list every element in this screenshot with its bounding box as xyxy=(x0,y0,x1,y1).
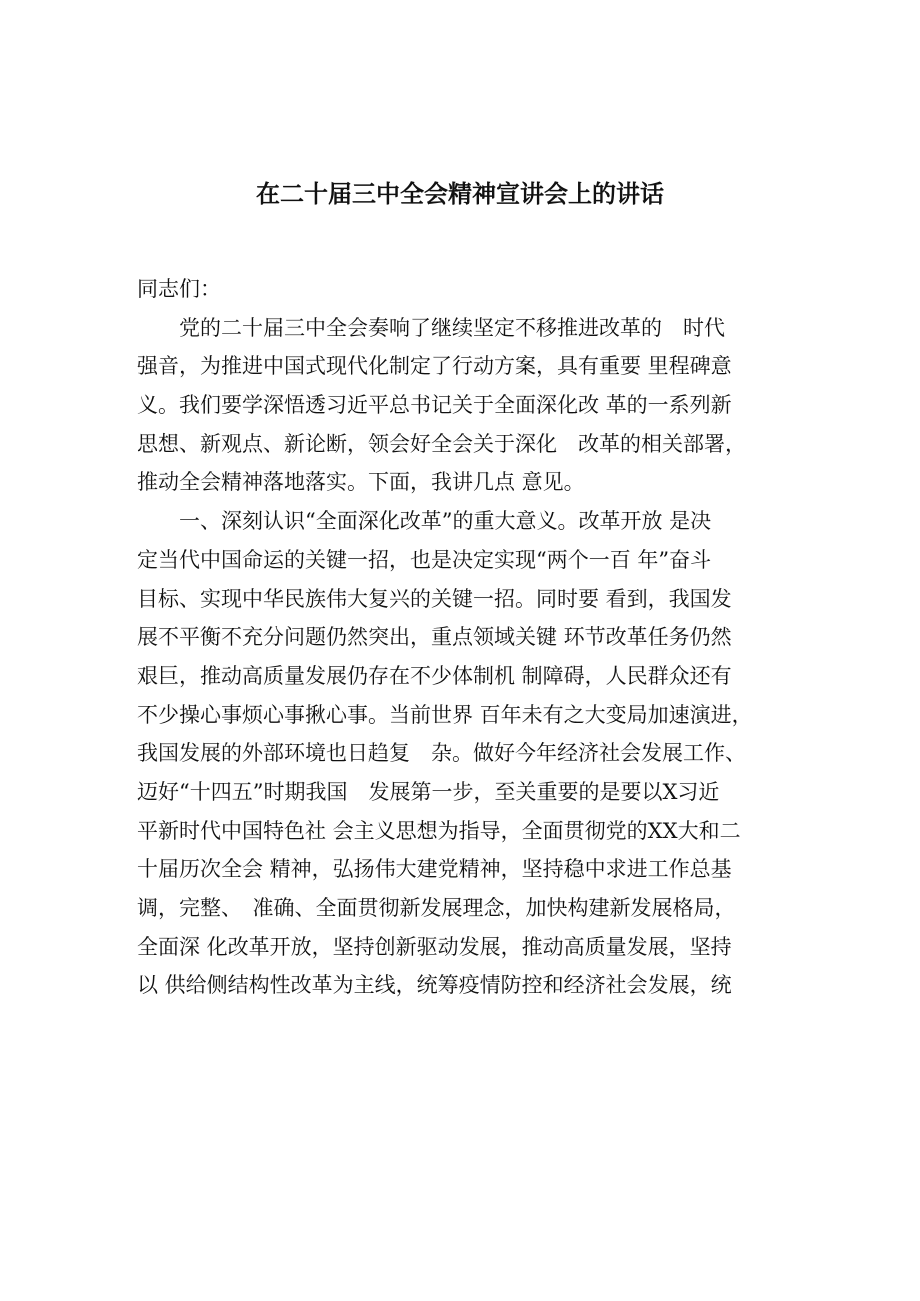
text-line: 义。我们要学深悟透习近平总书记关于全面深化改 革的一系列新 xyxy=(137,393,732,418)
text-line: 平新时代中国特色社 会主义思想为指导，全面贯彻党的XX大和二 xyxy=(137,818,741,843)
text-line: 迈好“十四五”时期我国 发展第一步，至关重要的是要以X习近 xyxy=(137,779,720,804)
text-line: 推动全会精神落地落实。下面，我讲几点 意见。 xyxy=(137,470,585,495)
document-body xyxy=(137,270,797,1005)
text-line: 十届历次全会 精神，弘扬伟大建党精神，坚持稳中求进工作总基 xyxy=(137,857,732,882)
text-line: 调，完整、 准确、全面贯彻新发展理念，加快构建新发展格局， xyxy=(137,896,736,920)
text-line: 我国发展的外部环境也日趋复 杂。做好今年经济社会发展工作、 xyxy=(137,741,746,766)
text-line: 同志们： xyxy=(137,277,221,301)
text-line: 思想、新观点、新论断，领会好全会关于深化 改革的相关部署， xyxy=(137,431,746,456)
text-line: 以 供给侧结构性改革为主线，统筹疫情防控和经济社会发展，统 xyxy=(137,973,732,998)
text-line: 艰巨，推动高质量发展仍存在不少体制机 制障碍，人民群众还有 xyxy=(137,663,732,688)
document-title: 在二十届三中全会精神宣讲会上的讲话 xyxy=(256,180,664,208)
text-line: 展不平衡不充分问题仍然突出，重点领域关键 环节改革任务仍然 xyxy=(137,625,732,650)
text-line: 一、深刻认识“全面深化改革”的重大意义。改革开放 是决 xyxy=(137,509,712,534)
text-line: 强音，为推进中国式现代化制定了行动方案，具有重要 里程碑意 xyxy=(137,354,732,379)
text-line: 不少操心事烦心事揪心事。当前世界 百年未有之大变局加速演进， xyxy=(137,702,753,727)
text-line: 全面深 化改革开放，坚持创新驱动发展，推动高质量发展，坚持 xyxy=(137,934,732,959)
text-line: 党的二十届三中全会奏响了继续坚定不移推进改革的 时代 xyxy=(137,315,725,340)
text-line: 目标、实现中华民族伟大复兴的关键一招。同时要 看到，我国发 xyxy=(137,586,732,611)
text-line: 定当代中国命运的关键一招，也是决定实现“两个一百 年”奋斗 xyxy=(137,547,712,572)
